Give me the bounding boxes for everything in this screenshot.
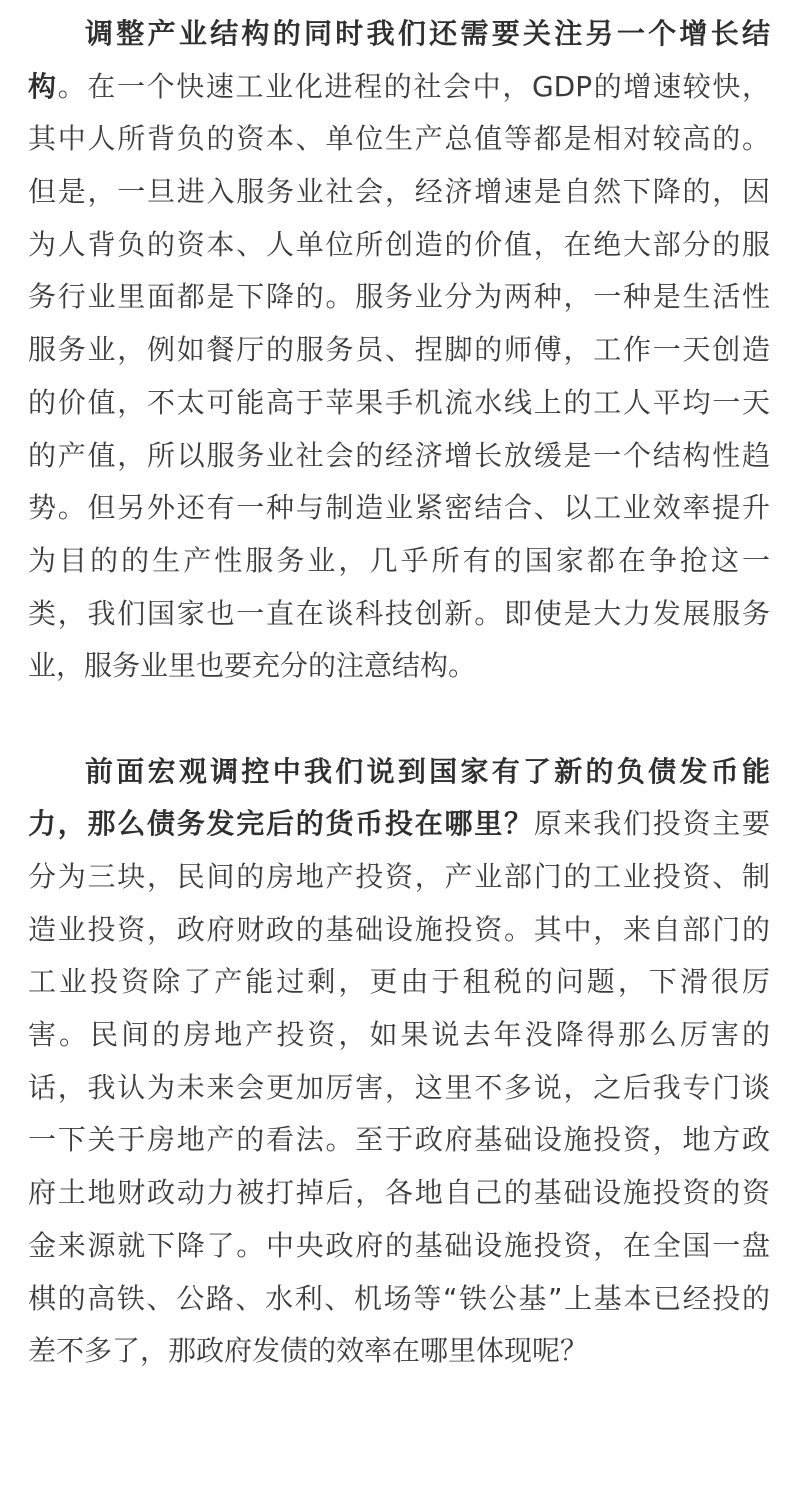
body-text: 分为三块，民间的房地产投资，产业部门的工业投资、制 (28, 860, 770, 893)
text-line (28, 1220, 770, 1273)
body-text: 服务业，例如餐厅的服务员、捏脚的师傅，工作一天创造 (28, 333, 770, 367)
body-text: 势。但另外还有一种与制造业紧密结合、以工业效率提升 (28, 491, 770, 525)
body-text: 但是，一旦进入服务业社会，经济增速是自然下降的，因 (28, 175, 770, 209)
body-text: 其中人所背负的资本、单位生产总值等都是相对较高的。 (28, 122, 770, 156)
body-text: 造业投资，政府财政的基础设施投资。其中，来自部门的 (28, 912, 770, 946)
body-text: 务行业里面都是下降的。服务业分为两种，一种是生活性 (28, 280, 770, 314)
bold-text: 调整产业结构的同时我们还需要关注另一个增长结 (85, 17, 770, 50)
text-line (28, 377, 770, 430)
body-text: 为人背负的资本、人单位所创造的价值，在绝大部分的服 (28, 227, 770, 261)
text-line (28, 482, 770, 535)
bold-text: 力，那么债务发完后的货币投在哪里？ (28, 807, 534, 841)
paragraph-2 (28, 746, 770, 1378)
body-text: 。在一个快速工业化进程的社会中，GDP的增速较快， (57, 69, 770, 103)
body-text: 话，我认为未来会更加厉害，这里不多说，之后我专门谈 (28, 1070, 770, 1104)
text-line (28, 324, 770, 377)
body-text: 为目的的生产性服务业，几乎所有的国家都在争抢这一 (28, 543, 770, 577)
text-line (28, 219, 770, 272)
text-line (28, 430, 770, 483)
body-text: 的价值，不太可能高于苹果手机流水线上的工人平均一天 (28, 385, 770, 419)
text-line (28, 851, 770, 904)
paragraph-1 (28, 8, 770, 693)
text-line (28, 1167, 770, 1220)
text-line (28, 113, 770, 166)
body-text: 类，我们国家也一直在谈科技创新。即使是大力发展服务 (28, 596, 770, 630)
body-text: 原来我们投资主要 (533, 807, 770, 841)
text-line (28, 1273, 770, 1326)
body-text: 业，服务业里也要充分的注意结构。 (28, 649, 477, 683)
text-line (28, 1114, 770, 1167)
text-line (28, 271, 770, 324)
text-line (28, 1062, 770, 1115)
body-text: 差不多了，那政府发债的效率在哪里体现呢？ (28, 1334, 589, 1368)
article-body (28, 8, 770, 1378)
body-text: 府土地财政动力被打掉后，各地自己的基础设施投资的资 (28, 1176, 770, 1210)
body-text: 棋的高铁、公路、水利、机场等“铁公基”上基本已经投的 (28, 1281, 770, 1315)
text-line (28, 535, 770, 588)
body-text: 害。民间的房地产投资，如果说去年没降得那么厉害的 (28, 1018, 770, 1052)
bold-text: 构 (28, 69, 58, 103)
text-line (28, 61, 770, 114)
text-line (28, 166, 770, 219)
body-text: 工业投资除了产能过剩，更由于租税的问题，下滑很厉 (28, 965, 770, 999)
text-line (28, 1325, 770, 1378)
text-line (28, 640, 770, 693)
bold-text: 前面宏观调控中我们说到国家有了新的负债发币能 (85, 754, 770, 788)
paragraph-spacer (28, 693, 770, 746)
text-line (28, 746, 770, 799)
body-text: 的产值，所以服务业社会的经济增长放缓是一个结构性趋 (28, 438, 770, 472)
text-line (28, 956, 770, 1009)
text-line (28, 1009, 770, 1062)
body-text: 金来源就下降了。中央政府的基础设施投资，在全国一盘 (28, 1228, 770, 1262)
text-line (28, 904, 770, 957)
text-line (28, 798, 770, 851)
text-line (28, 8, 770, 61)
body-text: 一下关于房地产的看法。至于政府基础设施投资，地方政 (28, 1123, 770, 1157)
text-line (28, 588, 770, 641)
